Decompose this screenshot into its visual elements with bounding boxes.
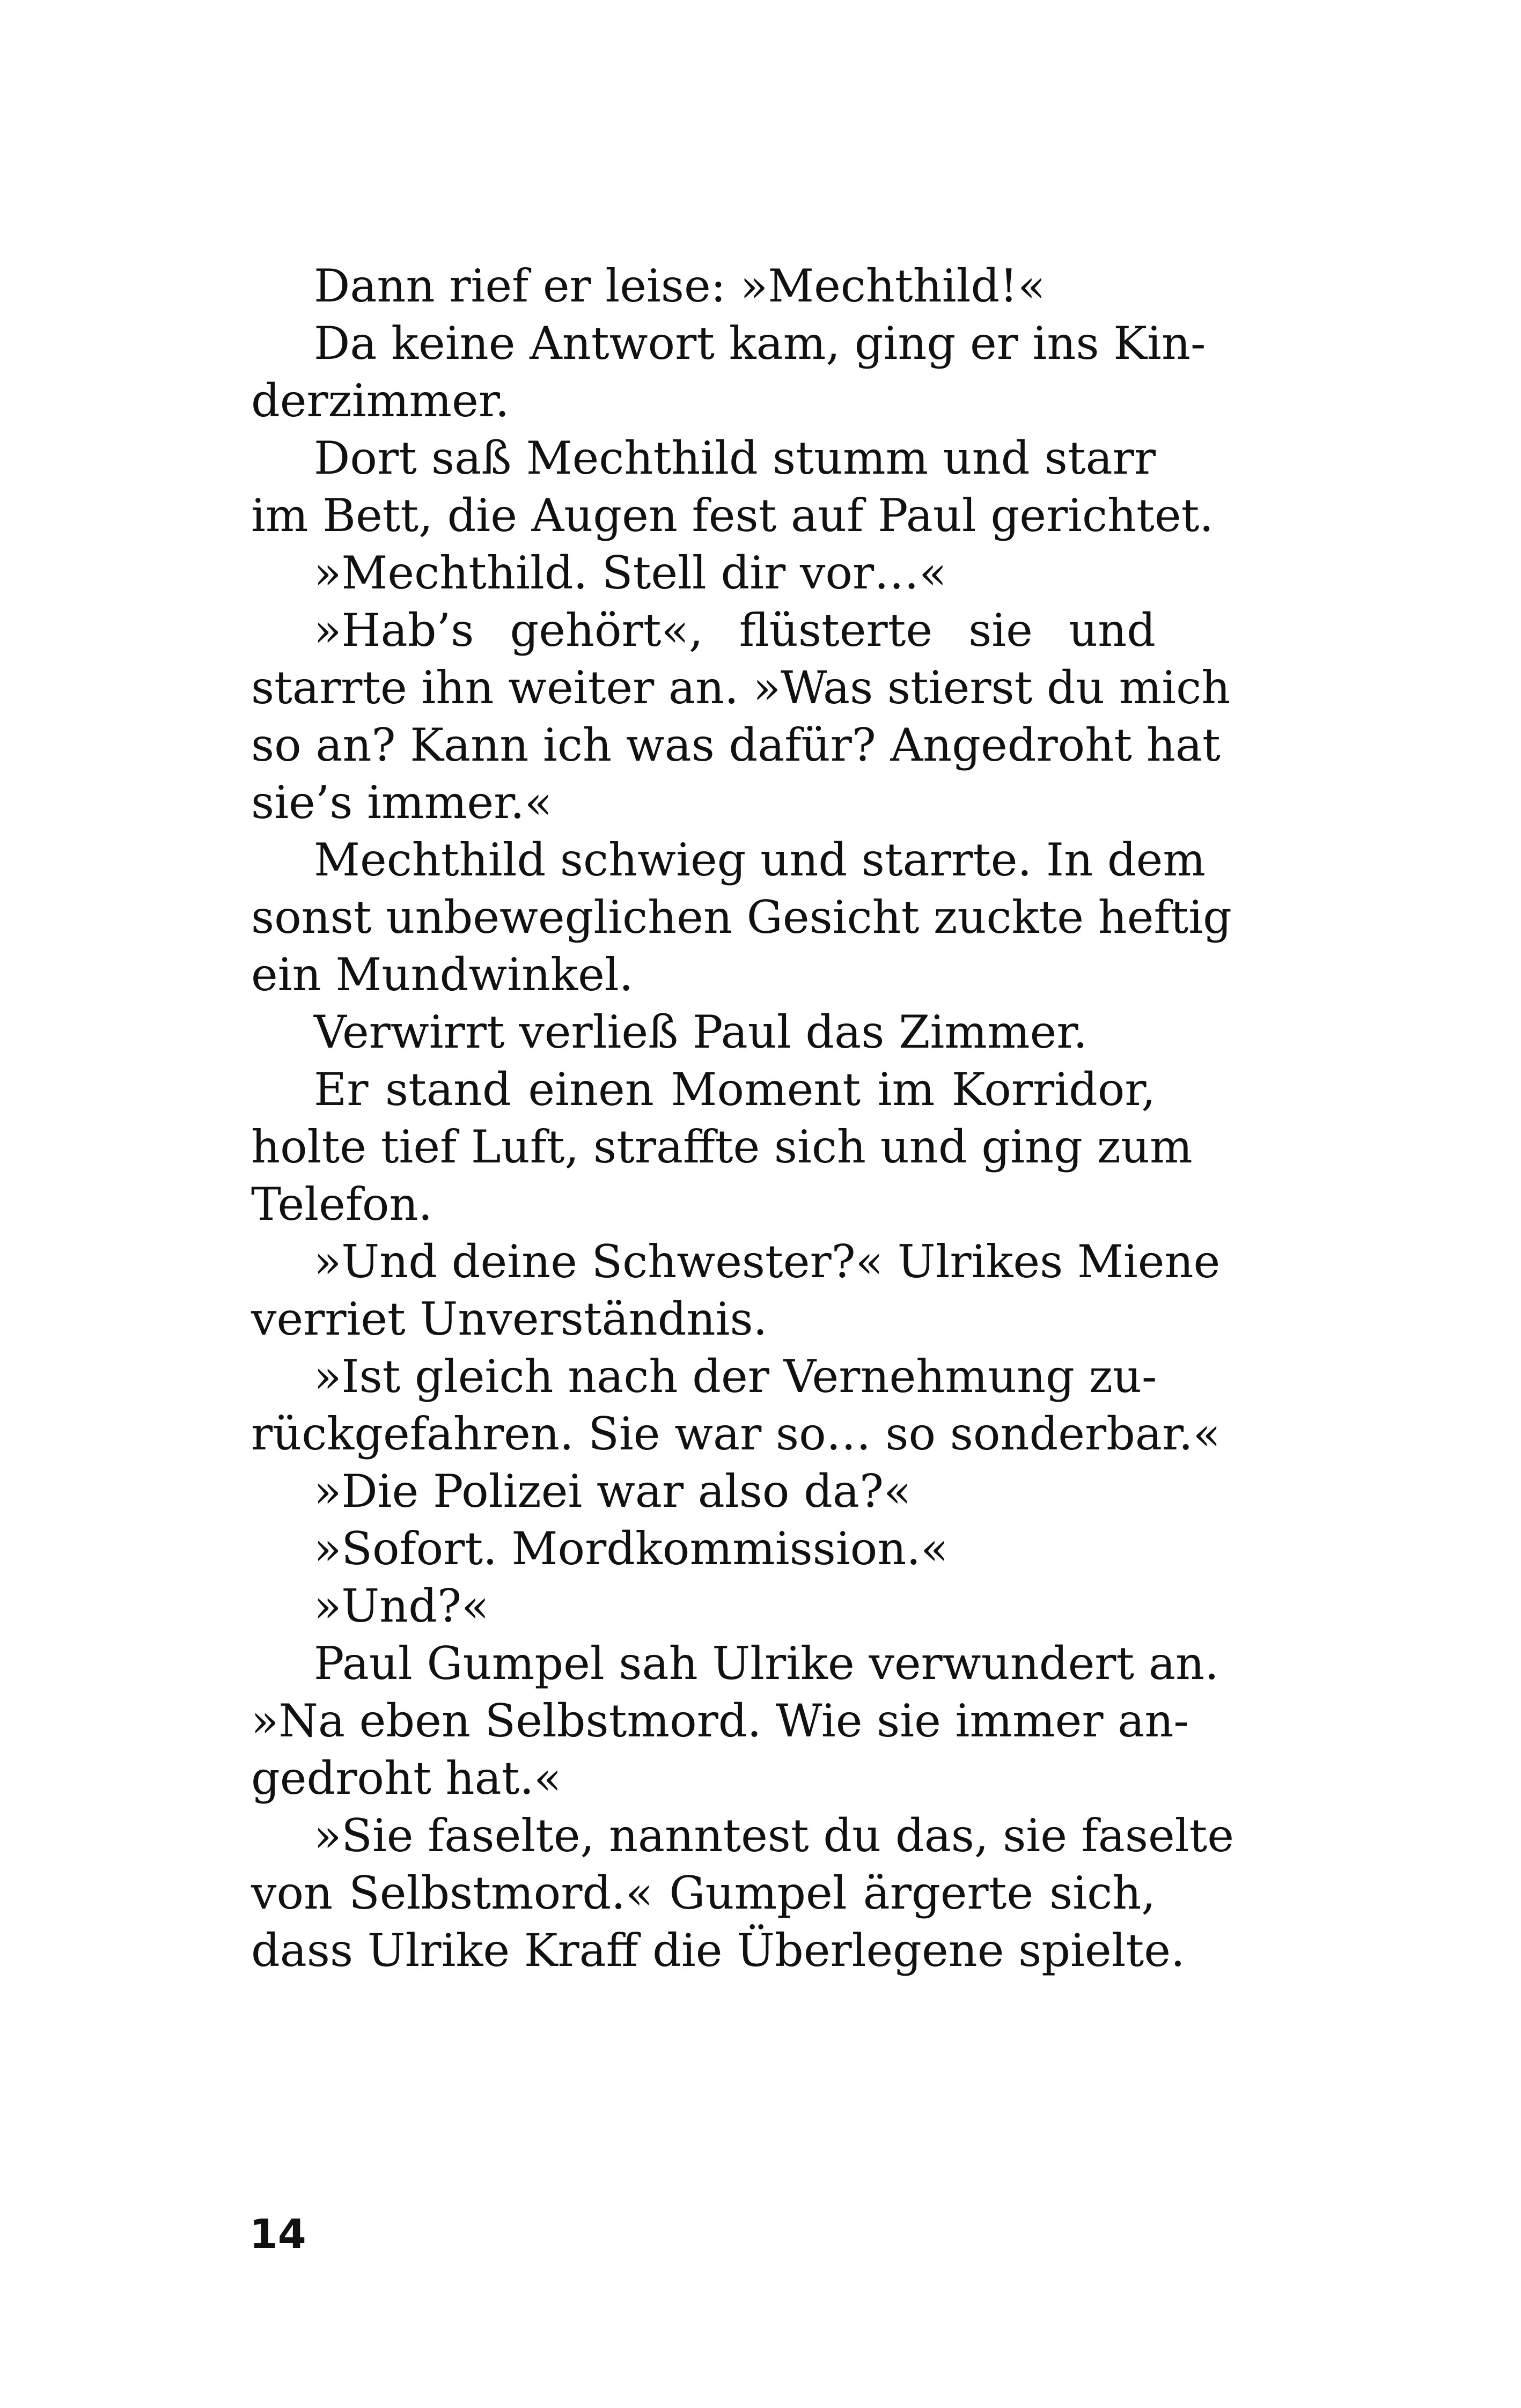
text-line: Telefon. [251,1178,433,1231]
text-line: »Mechthild. Stell dir vor…« [314,547,947,599]
text-line: holte tief Luft, straffte sich und ging zum [251,1121,1193,1173]
page-number: 14 [249,2210,306,2258]
text-line: ein Mundwinkel. [251,948,634,1001]
text-line: dass Ulrike Kraff die Überlegene spielte. [251,1924,1185,1977]
text-line: so an? Kann ich was dafür? Angedroht hat [251,719,1221,771]
text-line: derzimmer. [251,374,510,427]
text-line: Mechthild schwieg und starrte. In dem [314,834,1206,886]
text-line: von Selbstmord.« Gumpel ärgerte sich, [251,1867,1156,1919]
text-line: »Ist gleich nach der Vernehmung zu- [314,1350,1157,1403]
text-line: Dort saß Mechthild stumm und starr [314,432,1156,484]
text-line: gedroht hat.« [251,1752,562,1805]
text-line: Verwirrt verließ Paul das Zimmer. [314,1006,1088,1058]
text-line: »Hab’s gehört«, flüsterte sie und [314,604,1156,657]
text-line: Da keine Antwort kam, ging er ins Kin- [314,317,1206,370]
text-line: »Sofort. Mordkommission.« [314,1522,949,1575]
text-line: »Sie faselte, nanntest du das, sie faselte [314,1809,1234,1862]
text-line: sonst unbeweglichen Gesicht zuckte heftig [251,891,1232,944]
text-line: Dann rief er leise: »Mechthild!« [314,260,1046,312]
text-line: »Na eben Selbstmord. Wie sie immer an- [251,1695,1189,1747]
text-line: »Und deine Schwester?« Ulrikes Miene [314,1235,1221,1288]
text-line: Er stand einen Moment im Korridor, [314,1063,1156,1116]
text-line: verriet Unverständnis. [251,1293,768,1345]
text-line: im Bett, die Augen fest auf Paul gerichtet. [251,489,1214,542]
page-text [251,257,1234,1979]
text-line: starrte ihn weiter an. »Was stierst du mich [251,661,1231,714]
text-line: »Die Polizei war also da?« [314,1465,912,1518]
text-line: rückgefahren. Sie war so… so sonderbar.« [251,1408,1221,1460]
text-line: Paul Gumpel sah Ulrike verwundert an. [314,1637,1219,1690]
text-line: sie’s immer.« [251,776,553,829]
text-line: »Und?« [314,1580,489,1632]
